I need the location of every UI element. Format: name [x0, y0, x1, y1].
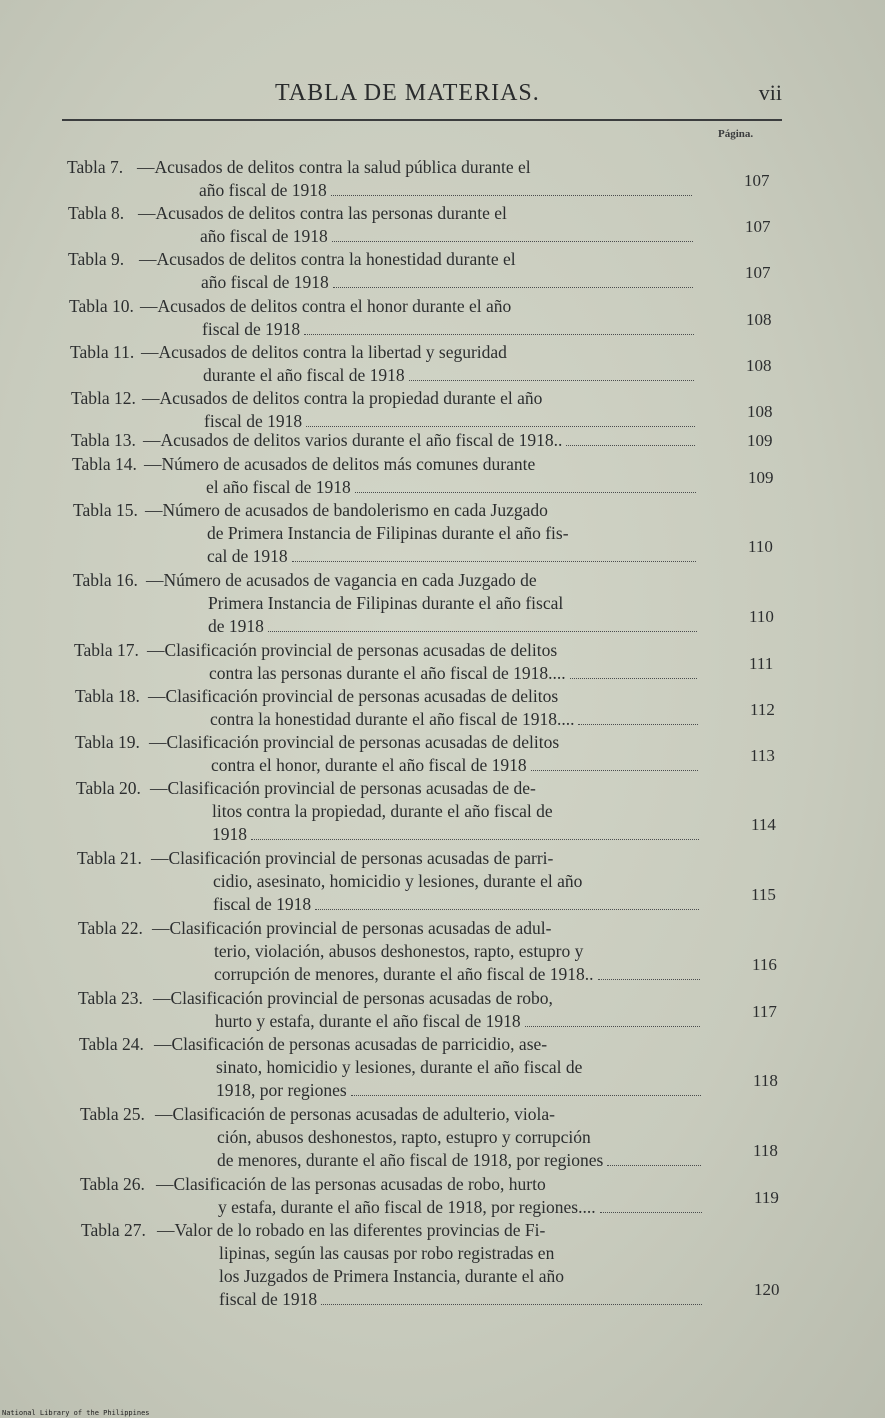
toc-entry-label: Tabla 14. — [72, 454, 137, 474]
toc-entry-page-number: 109 — [747, 431, 773, 450]
toc-entry-line: —Número de acusados de bandolerismo en cada Juzgado — [145, 500, 548, 520]
toc-entry — [0, 847, 885, 916]
toc-entry-line-text: fiscal de 1918 — [219, 1289, 318, 1309]
toc-entry-page-number: 117 — [752, 1002, 777, 1021]
toc-entry-line-last — [154, 1079, 703, 1102]
toc-entry-label: Tabla 8. — [68, 203, 125, 223]
dot-leader — [304, 334, 694, 335]
toc-entry-title — [142, 387, 697, 433]
toc-entry-line: —Clasificación provincial de personas acusadas de delitos — [148, 686, 559, 706]
toc-entry-label: Tabla 22. — [78, 918, 143, 938]
toc-entry-page-number: 108 — [746, 310, 772, 329]
toc-entry-title — [138, 202, 695, 248]
toc-entry — [0, 295, 885, 341]
toc-entry-label: Tabla 12. — [71, 388, 136, 408]
toc-entry-label: Tabla 9. — [68, 249, 125, 269]
toc-entry — [0, 639, 885, 685]
toc-entry-title — [154, 1033, 703, 1102]
toc-entry-title — [150, 777, 701, 846]
toc-entry-line-last — [148, 708, 700, 731]
header-rule — [62, 119, 782, 121]
toc-entry-page-number: 110 — [748, 537, 773, 556]
toc-entry-line-text: 1918 — [212, 824, 247, 844]
toc-entry-label: Tabla 26. — [80, 1174, 145, 1194]
toc-entry-label: Tabla 21. — [77, 848, 142, 868]
toc-entry — [0, 569, 885, 638]
toc-entry-line-last — [157, 1288, 704, 1311]
toc-entry-line-text: año fiscal de 1918 — [199, 180, 327, 200]
dot-leader — [351, 1095, 701, 1096]
toc-entry-page-number: 120 — [754, 1280, 780, 1299]
toc-entry-label: Tabla 10. — [69, 296, 134, 316]
toc-entry-title — [149, 731, 700, 777]
toc-entry-line: —Clasificación provincial de personas acusadas de robo, — [153, 988, 553, 1008]
toc-entry-page-number: 110 — [749, 607, 774, 626]
toc-entry-label: Tabla 17. — [74, 640, 139, 660]
toc-entry-line-last — [152, 963, 702, 986]
toc-entry — [0, 1103, 885, 1172]
toc-entry-title — [144, 453, 698, 499]
toc-entry-line-last — [149, 754, 700, 777]
toc-entry — [0, 987, 885, 1033]
toc-entry-title — [140, 295, 696, 341]
toc-entry-page-number: 115 — [751, 885, 776, 904]
dot-leader — [306, 426, 695, 427]
toc-entry-label: Tabla 11. — [70, 342, 135, 362]
dot-leader — [578, 724, 698, 725]
toc-entry-title — [143, 429, 697, 452]
toc-entry-page-number: 107 — [745, 263, 771, 282]
toc-entry-line-last — [145, 545, 698, 568]
dot-leader — [333, 287, 693, 288]
toc-entry-line-text: durante el año fiscal de 1918 — [203, 365, 405, 385]
toc-entry-line-text: contra las personas durante el año fiscal de 1918.... — [209, 663, 566, 683]
toc-entry-line-text: cal de 1918 — [207, 546, 288, 566]
page-column-heading: Página. — [718, 128, 754, 140]
toc-entry-line-last — [141, 364, 696, 387]
dot-leader — [315, 909, 699, 910]
toc-entry-label: Tabla 23. — [78, 988, 143, 1008]
footer-credit: National Library of the Philippines — [2, 1409, 150, 1417]
dot-leader — [607, 1165, 701, 1166]
dot-leader — [570, 678, 697, 679]
dot-leader — [600, 1212, 702, 1213]
toc-entry — [0, 499, 885, 568]
toc-entry-line: —Acusados de delitos contra la libertad y seguridad — [141, 342, 507, 362]
toc-entry-title — [156, 1173, 704, 1219]
toc-entry-title — [155, 1103, 703, 1172]
toc-entry-line: —Valor de lo robado en las diferentes provincias de Fi- — [157, 1220, 546, 1240]
toc-entry-line-last — [155, 1149, 703, 1172]
toc-entry-line: —Acusados de delitos contra la propiedad durante el año — [142, 388, 543, 408]
toc-entry-line: —Clasificación provincial de personas acusadas de adul- — [152, 918, 552, 938]
toc-entry-line-last — [147, 662, 699, 685]
dot-leader — [321, 1304, 702, 1305]
toc-entry-line-text: fiscal de 1918 — [202, 319, 301, 339]
toc-entry — [0, 341, 885, 387]
toc-entry — [0, 429, 885, 452]
toc-entry-title — [145, 499, 698, 568]
toc-entry-page-number: 108 — [747, 402, 773, 421]
dot-leader — [331, 195, 692, 196]
toc-entry-page-number: 119 — [754, 1188, 779, 1207]
toc-entry-label: Tabla 27. — [81, 1220, 146, 1240]
page-title: TABLA DE MATERIAS. — [275, 80, 540, 106]
toc-entry-line: —Clasificación provincial de personas acusadas de parri- — [151, 848, 554, 868]
dot-leader — [251, 839, 699, 840]
toc-entry-line-text: año fiscal de 1918 — [201, 272, 329, 292]
toc-entry-title — [152, 917, 702, 986]
toc-entry-line: litos contra la propiedad, durante el año fiscal de — [212, 801, 553, 821]
toc-entry-line: lipinas, según las causas por robo registradas en — [219, 1243, 555, 1263]
toc-entry-line-last — [156, 1196, 704, 1219]
toc-entry-line: de Primera Instancia de Filipinas durante el año fis- — [207, 523, 569, 543]
toc-entry-line: Primera Instancia de Filipinas durante el año fiscal — [208, 593, 564, 613]
toc-entry — [0, 453, 885, 499]
toc-entry-line: —Acusados de delitos contra el honor durante el año — [140, 296, 512, 316]
toc-entry-page-number: 111 — [749, 654, 774, 673]
toc-entry-line-text: fiscal de 1918 — [204, 411, 303, 431]
toc-entry-line: cidio, asesinato, homicidio y lesiones, durante el año — [213, 871, 583, 891]
toc-entry-label: Tabla 25. — [80, 1104, 145, 1124]
toc-entry-page-number: 112 — [750, 700, 775, 719]
toc-entry-line: —Clasificación provincial de personas acusadas de de- — [150, 778, 536, 798]
toc-entry-line-last — [153, 1010, 702, 1033]
toc-entry-line-text: 1918, por regiones — [216, 1080, 347, 1100]
toc-entry-line-text: de 1918 — [208, 616, 264, 636]
toc-entry-page-number: 108 — [746, 356, 772, 375]
toc-entry-label: Tabla 15. — [73, 500, 138, 520]
toc-entry-title — [157, 1219, 704, 1311]
toc-entry-line-last — [138, 225, 695, 248]
toc-entry — [0, 248, 885, 294]
toc-entry — [0, 156, 885, 202]
dot-leader — [531, 770, 698, 771]
dot-leader — [355, 492, 696, 493]
toc-entry-page-number: 107 — [744, 171, 770, 190]
page-header — [60, 78, 790, 112]
toc-entry-label: Tabla 7. — [67, 157, 124, 177]
toc-entry — [0, 1173, 885, 1219]
toc-entry-line: los Juzgados de Primera Instancia, durante el año — [219, 1266, 565, 1286]
toc-entry — [0, 1219, 885, 1311]
toc-entry-title — [146, 569, 699, 638]
toc-entry-label: Tabla 13. — [71, 430, 136, 450]
toc-entry-title — [147, 639, 699, 685]
toc-entry-label: Tabla 20. — [76, 778, 141, 798]
toc-entry-line: —Clasificación provincial de personas acusadas de delitos — [149, 732, 560, 752]
toc-entry-page-number: 109 — [748, 468, 774, 487]
toc-entry-line: —Acusados de delitos contra la salud pública durante el — [137, 157, 531, 177]
toc-entry-page-number: 118 — [753, 1071, 778, 1090]
dot-leader — [525, 1026, 700, 1027]
toc-entry-line-text: de menores, durante el año fiscal de 1918, por regiones — [217, 1150, 604, 1170]
toc-entry-line-text: contra el honor, durante el año fiscal de 1918 — [211, 755, 527, 775]
toc-entry-line-text: —Acusados de delitos varios durante el año fiscal de 1918.. — [143, 430, 563, 450]
toc-entry-line-last — [140, 318, 696, 341]
toc-entry-title — [151, 847, 701, 916]
toc-entry-title — [148, 685, 700, 731]
toc-entry-line: —Acusados de delitos contra las personas durante el — [138, 203, 507, 223]
toc-entry-line-last — [151, 893, 701, 916]
toc-entry-line-last — [146, 615, 699, 638]
toc-entry — [0, 917, 885, 986]
toc-entry-line-last — [139, 271, 695, 294]
dot-leader — [598, 979, 700, 980]
dot-leader — [409, 380, 694, 381]
toc-entry-line-last — [143, 429, 697, 452]
toc-entry-title — [137, 156, 694, 202]
toc-entry-label: Tabla 16. — [73, 570, 138, 590]
toc-entry-page-number: 107 — [745, 217, 771, 236]
toc-entry — [0, 202, 885, 248]
toc-entry-line: —Acusados de delitos contra la honestidad durante el — [139, 249, 516, 269]
toc-entry-label: Tabla 24. — [79, 1034, 144, 1054]
toc-entry-line-text: hurto y estafa, durante el año fiscal de 1918 — [215, 1011, 521, 1031]
page-number: vii — [758, 80, 782, 105]
toc-entry-line-text: año fiscal de 1918 — [200, 226, 328, 246]
toc-entry-line-text: corrupción de menores, durante el año fiscal de 1918.. — [214, 964, 594, 984]
dot-leader — [566, 445, 695, 446]
toc-entry-line-last — [137, 179, 694, 202]
toc-entry-line-last — [150, 823, 701, 846]
toc-entry-line: —Número de acusados de delitos más comunes durante — [144, 454, 536, 474]
toc-entry — [0, 685, 885, 731]
toc-entry-line: —Clasificación provincial de personas acusadas de delitos — [147, 640, 558, 660]
toc-entry — [0, 1033, 885, 1102]
toc-entry-page-number: 114 — [751, 815, 776, 834]
toc-entry-title — [141, 341, 696, 387]
dot-leader — [268, 631, 697, 632]
toc-entry — [0, 777, 885, 846]
toc-entry-line: terio, violación, abusos deshonestos, rapto, estupro y — [214, 941, 584, 961]
toc-entry-page-number: 116 — [752, 955, 777, 974]
toc-entry-line: —Número de acusados de vagancia en cada Juzgado de — [146, 570, 537, 590]
toc-entry-line-text: el año fiscal de 1918 — [206, 477, 351, 497]
toc-entry-line-text: y estafa, durante el año fiscal de 1918, por regiones.... — [218, 1197, 596, 1217]
toc-entry-line: —Clasificación de personas acusadas de adulterio, viola- — [155, 1104, 555, 1124]
dot-leader — [292, 561, 696, 562]
toc-entry-label: Tabla 18. — [75, 686, 140, 706]
toc-entry-title — [139, 248, 695, 294]
toc-entry-title — [153, 987, 702, 1033]
toc-entry — [0, 387, 885, 433]
toc-entry — [0, 731, 885, 777]
toc-entry-line: sinato, homicidio y lesiones, durante el año fiscal de — [216, 1057, 583, 1077]
toc-entry-label: Tabla 19. — [75, 732, 140, 752]
toc-entry-page-number: 113 — [750, 746, 775, 765]
toc-entry-line: —Clasificación de las personas acusadas de robo, hurto — [156, 1174, 546, 1194]
toc-entry-page-number: 118 — [753, 1141, 778, 1160]
dot-leader — [332, 241, 693, 242]
toc-entry-line-text: contra la honestidad durante el año fiscal de 1918.... — [210, 709, 575, 729]
toc-entry-line-last — [144, 476, 698, 499]
toc-entry-line: —Clasificación de personas acusadas de parricidio, ase- — [154, 1034, 548, 1054]
toc-entry-line: ción, abusos deshonestos, rapto, estupro y corrupción — [217, 1127, 591, 1147]
toc-entry-line-text: fiscal de 1918 — [213, 894, 312, 914]
